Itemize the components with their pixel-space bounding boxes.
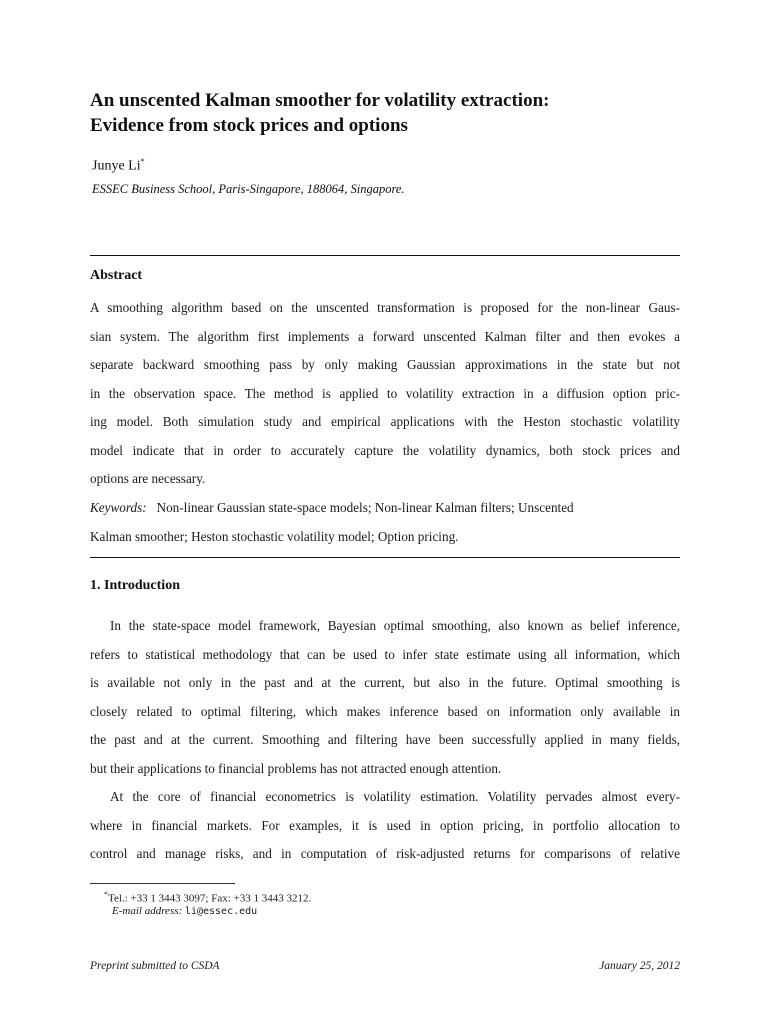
affiliation: ESSEC Business School, Paris-Singapore, 188064, Singapore. (92, 182, 405, 196)
keywords-line-2: Kalman smoother; Heston stochastic volatility model; Option pricing. (90, 529, 459, 544)
author (92, 157, 145, 175)
footer-date: January 25, 2012 (599, 960, 680, 972)
introduction-heading: 1. Introduction (90, 578, 180, 593)
footnote-rule (90, 883, 235, 884)
footnote-contact (104, 890, 311, 905)
keywords-line-1 (90, 500, 574, 516)
paper-title (90, 88, 690, 138)
abstract-top-rule (90, 255, 680, 256)
footnote-email (112, 905, 257, 917)
title-line-2: Evidence from stock prices and options (90, 115, 408, 136)
intro-line: but their applications to financial problems has not attracted enough attention. (90, 760, 502, 776)
intro-line: control and manage risks, and in computation of risk-adjusted returns for comparisons of relative (90, 846, 680, 861)
intro-line: is available not only in the past and at the current, but also in the future. Optimal smoothing is (90, 675, 680, 690)
author-footnote-mark: * (140, 157, 145, 166)
keywords-text-1: Non-linear Gaussian state-space models; Non-linear Kalman filters; Unscented (156, 500, 574, 515)
abstract-bottom-rule (90, 557, 680, 558)
abstract-line: in the observation space. The method is applied to volatility extraction in a diffusion option pric- (90, 385, 680, 401)
email-label: E-mail address: (112, 905, 183, 917)
footnote-contact-text: Tel.: +33 1 3443 3097; Fax: +33 1 3443 3212. (108, 892, 312, 905)
abstract-line: separate backward smoothing pass by only making Gaussian approximations in the state but not (90, 357, 680, 372)
abstract-line: options are necessary. (90, 471, 206, 486)
footer-preprint-note: Preprint submitted to CSDA (90, 960, 220, 972)
keywords-label: Keywords: (90, 500, 147, 515)
footnote-mark: * (104, 890, 108, 899)
abstract-line: model indicate that in order to accurately capture the volatility dynamics, both stock prices and (90, 442, 680, 458)
email-address: li@essec.edu (184, 906, 258, 917)
abstract-line: sian system. The algorithm first implements a forward unscented Kalman filter and then evokes a (90, 328, 680, 344)
abstract-line: A smoothing algorithm based on the unscented transformation is proposed for the non-linear Gaus- (90, 300, 680, 315)
intro-line: refers to statistical methodology that can be used to infer state estimate using all information, which (90, 646, 680, 662)
abstract-line: ing model. Both simulation study and empirical applications with the Heston stochastic volatility (90, 414, 680, 429)
intro-line: In the state-space model framework, Bayesian optimal smoothing, also known as belief inference, (110, 618, 680, 633)
intro-line: closely related to optimal filtering, which makes inference based on information only available in (90, 703, 680, 719)
intro-line: where in financial markets. For examples, it is used in option pricing, in portfolio allocation to (90, 817, 680, 833)
author-name: Junye Li (92, 158, 141, 174)
intro-line: the past and at the current. Smoothing and filtering have been successfully applied in many fields, (90, 732, 680, 747)
intro-line: At the core of financial econometrics is volatility estimation. Volatility pervades almost every- (110, 789, 680, 804)
title-line-1: An unscented Kalman smoother for volatility extraction: (90, 90, 550, 111)
abstract-heading: Abstract (90, 268, 143, 283)
